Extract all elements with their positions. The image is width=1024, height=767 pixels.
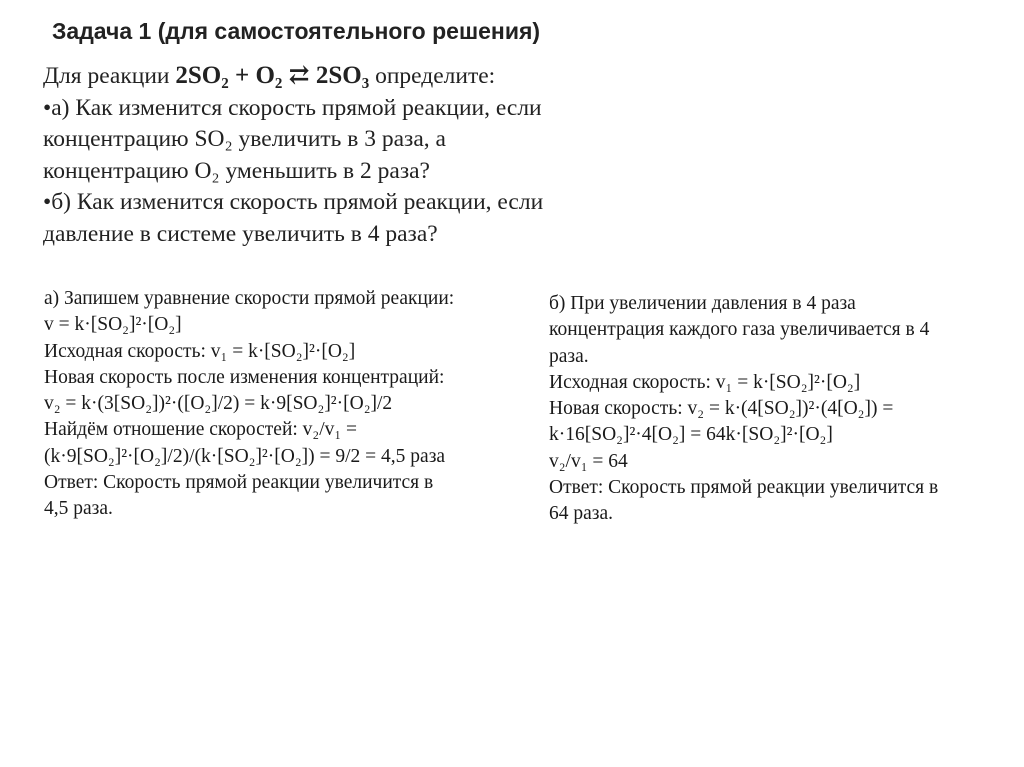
question-a-line-1: •а) Как изменится скорость прямой реакции, если (43, 94, 542, 121)
question-a-line-2: концентрацию SO₂ увеличить в 3 раза, а (43, 126, 446, 152)
solution-a-line: (k·9[SO₂]²·[O₂]/2)/(k·[SO₂]²·[O₂]) = 9/2 = 4,5 раза (44, 445, 446, 467)
slide-title: Задача 1 (для самостоятельного решения) (52, 18, 541, 44)
problem-intro-line (43, 60, 643, 93)
solution-b-line: раза. (549, 345, 589, 367)
solution-a-line: v = k·[SO₂]²·[O₂] (44, 314, 182, 336)
solution-a-line: v₂ = k·(3[SO₂])²·([O₂]/2) = k·9[SO₂]²·[O₂]/2 (44, 393, 393, 415)
solution-b-line: k·16[SO₂]²·4[O₂] = 64k·[SO₂]²·[O₂] (549, 424, 833, 446)
question-a-line-3: концентрацию O₂ уменьшить в 2 раза? (43, 157, 430, 184)
problem-statement (43, 60, 643, 250)
solution-a (44, 286, 524, 523)
solution-b-line: Новая скорость: v₂ = k·(4[SO₂])²·(4[O₂]) = (549, 398, 894, 420)
solution-a-line: Найдём отношение скоростей: v₂/v₁ = (44, 419, 358, 441)
intro-suffix: определите: (369, 63, 496, 89)
question-b-line-1: •б) Как изменится скорость прямой реакции, если (43, 189, 544, 215)
solution-a-answer-line: Ответ: Скорость прямой реакции увеличится в (44, 472, 434, 494)
solution-b-line: концентрация каждого газа увеличивается в 4 (549, 319, 930, 341)
question-b-line-2: давление в системе увеличить в 4 раза? (43, 220, 438, 247)
solution-a-line: Новая скорость после изменения концентраций: (44, 366, 445, 388)
solution-b-line: Исходная скорость: v₁ = k·[SO₂]²·[O₂] (549, 371, 861, 393)
solution-b-answer-line: 64 раза. (549, 503, 614, 525)
solution-b-line: б) При увеличении давления в 4 раза (549, 293, 856, 314)
solution-b-line: v₂/v₁ = 64 (549, 450, 628, 472)
solution-b-answer-line: Ответ: Скорость прямой реакции увеличится в (549, 477, 939, 499)
solution-a-answer-line: 4,5 раза. (44, 498, 113, 520)
solution-a-line: Исходная скорость: v₁ = k·[SO₂]²·[O₂] (44, 340, 356, 362)
reaction-equation: 2SO₂ + O₂ ⇄ 2SO₃ (175, 62, 370, 89)
solution-a-line: а) Запишем уравнение скорости прямой реакции: (44, 288, 455, 309)
solution-b (549, 291, 1019, 528)
intro-prefix: Для реакции (43, 63, 176, 89)
